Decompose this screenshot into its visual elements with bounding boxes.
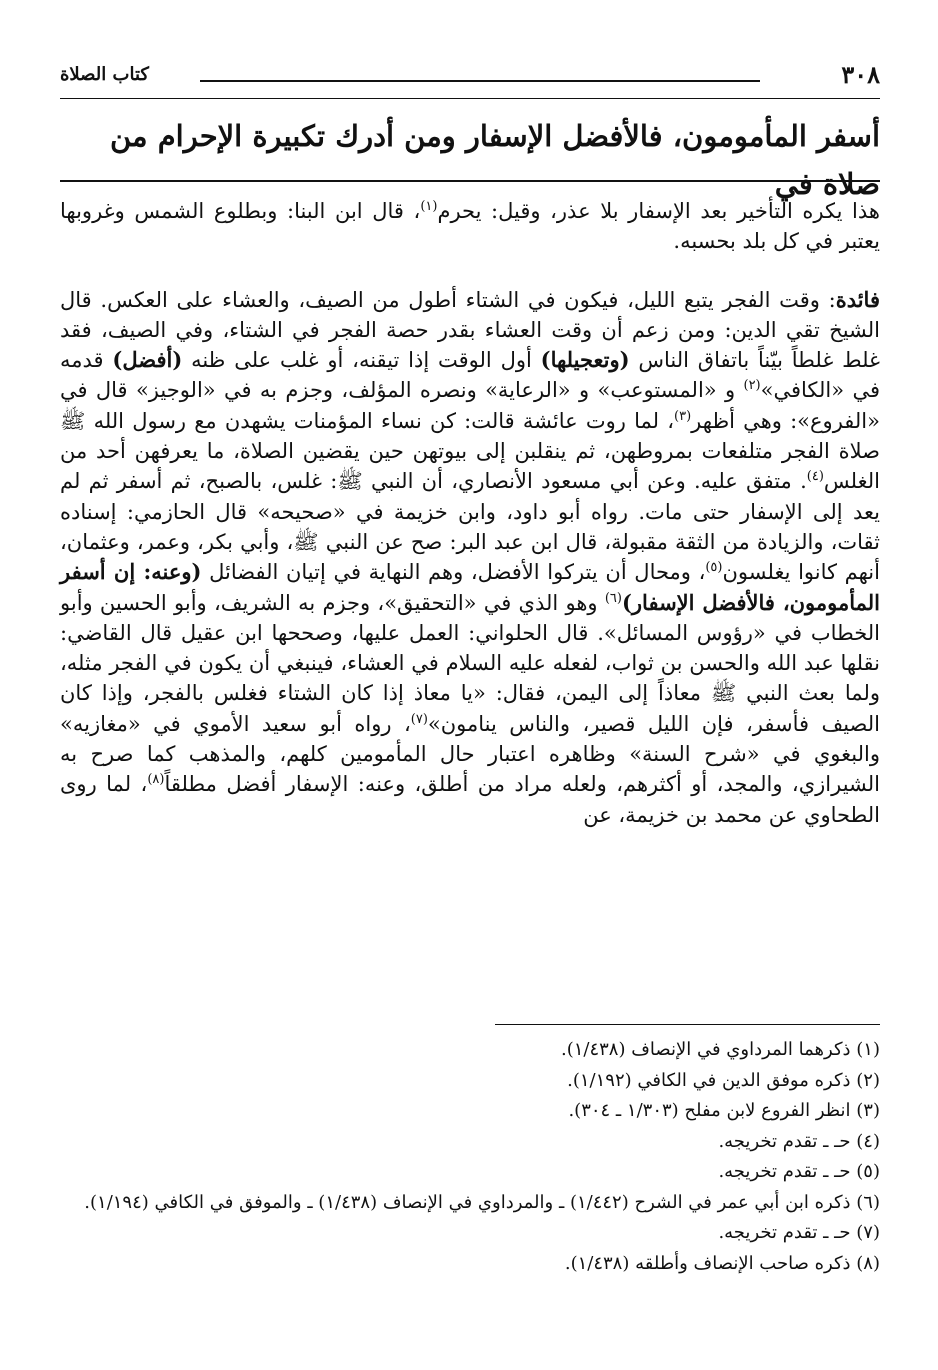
faida-label: فائدة [835,286,880,312]
text-run: ، لما روت عائشة قالت: كن نساء المؤمنات يشهدن مع رسول الله ﷺ صلاة الفجر متلفعات بمروطهن، ثم ينقلبن إلى بيوتهن حين يقضين الصلاة، ما يعرفهن أحد من الغلس [60,408,880,494]
quoted-matn: (أفضل) [112,347,183,373]
footnote-item: (١) ذكرهما المرداوي في الإنصاف (١/٤٣٨). [560,1039,880,1060]
footnote-ref[interactable]: (٨) [147,772,165,788]
page-number: ٣٠٨ [841,60,880,89]
header-rule [200,80,760,82]
matn-text: أسفر المأمومون، فالأفضل الإسفار ومن أدرك تكبيرة الإحرام من صلاة في [109,119,880,201]
text-run: : وقت الفجر يتبع الليل، فيكون في الشتاء أطول من الصيف، والعشاء على العكس. قال الشيخ تقي الدين: ومن زعم أن وقت العشاء بقدر حصة الفجر في الشتاء، وفي الصيف، فقد غلط غلطاً بيّناً باتفاق الناس [60,287,881,373]
footnote-item: (٥) حـ ـ تقدم تخريجه. [718,1161,880,1182]
running-title: كتاب الصلاة [60,64,149,85]
text-run: أول الوقت إذا تيقنه، أو غلب على ظنه [182,348,541,373]
paragraph-2 [60,285,880,830]
text-run: قدمه في «الكافي» [60,348,880,403]
text-run: ، قال ابن البنا: وبطلوع الشمس وغروبها يعتبر في كل بلد بحسبه. [60,199,880,254]
matn-divider [60,180,880,182]
quoted-matn: (وعنه: إن أسفر المأمومون، فالأفضل الإسفار) [60,559,880,615]
footnote-item: (٨) ذكره صاحب الإنصاف وأطلقه (١/٤٣٨). [564,1252,880,1274]
footnote-ref[interactable]: (١) [420,199,438,214]
text-run: هذا يكره التأخير بعد الإسفار بلا عذر، وقيل: يحرم [437,199,880,223]
text-run: وهو الذي في «التحقيق»، وجزم به الشريف، وأبو الحسين وأبو الخطاب في «رؤوس المسائل». قال الحلواني: العمل عليها، وصححها ابن عقيل قال القاضي: نقلها عبد الله والحسن بن ثواب، لفعله عليه السلام في العشاء، فينبغي أن يكون في الفجر مثله، ولما بعث النبي ﷺ معاذاً إلى اليمن، فقال: «يا معاذ إذا كان الشتاء فغلس بالفجر، وإذا كان الصيف فأسفر، فإن الليل قصير، والناس ينامون» [60,590,880,736]
text-run: ، لما روى الطحاوي عن محمد بن خزيمة، عن [60,772,880,827]
commentary-body [60,196,880,830]
footnotes [60,1035,880,1279]
text-run: ، رواه أبو سعيد الأموي في «مغازيه» والبغوي في «شرح السنة» وظاهره اعتبار حال المأمومين كلهم، والمذهب كما صرح به الشيرازي، والمجد، أو أكثرهم، ولعله مراد من أطلق، وعنه: الإسفار أفضل مطلقاً [60,711,880,797]
footnote-ref[interactable]: (٦) [604,590,622,606]
text-run: . متفق عليه. وعن أبي مسعود الأنصاري، أن النبي ﷺ: غلس، بالصبح، ثم أسفر ثم لم يعد إلى الإسفار حتى مات. رواه أبو داود، وابن خزيمة في «صحيحه» قال الحازمي: إسناده ثقات، والزيادة من الثقة مقبولة، قال ابن عبد البر: صح عن النبي ﷺ، وأبي بكر، وعمر، وعثمان، أنهم كانوا يغلسون [60,469,880,585]
footnote-item: (٦) ذكره ابن أبي عمر في الشرح (١/٤٤٢) ـ والمرداوي في الإنصاف (١/٤٣٨) ـ والموفق في الكافي (١/١٩٤). [84,1191,880,1213]
footnote-item: (٢) ذكره موفق الدين في الكافي (١/١٩٢). [567,1069,880,1091]
footnote-ref[interactable]: (٥) [705,560,723,576]
footnote-ref[interactable]: (٣) [674,408,692,424]
footnote-item: (٧) حـ ـ تقدم تخريجه. [718,1222,880,1243]
footnote-ref[interactable]: (٢) [743,378,761,394]
footnote-divider [495,1024,880,1025]
footnote-item: (٣) انظر الفروع لابن مفلح (١/٣٠٣ ـ ٣٠٤). [568,1100,880,1121]
footnote-item: (٤) حـ ـ تقدم تخريجه. [718,1130,880,1152]
text-run: ، ومحال أن يتركوا الأفضل، وهم النهاية في إتيان الفضائل [201,560,706,585]
paragraph-1 [60,196,880,257]
page-header [60,54,880,94]
quoted-matn: (وتعجيلها) [540,347,630,373]
footnote-ref[interactable]: (٧) [410,711,428,727]
header-divider [60,98,880,99]
footnote-ref[interactable]: (٤) [806,469,824,485]
text-run: و «المستوعب» و «الرعاية» ونصره المؤلف، وجزم به في «الوجيز» قال في «الفروع»: وهي أظهر [60,378,880,433]
